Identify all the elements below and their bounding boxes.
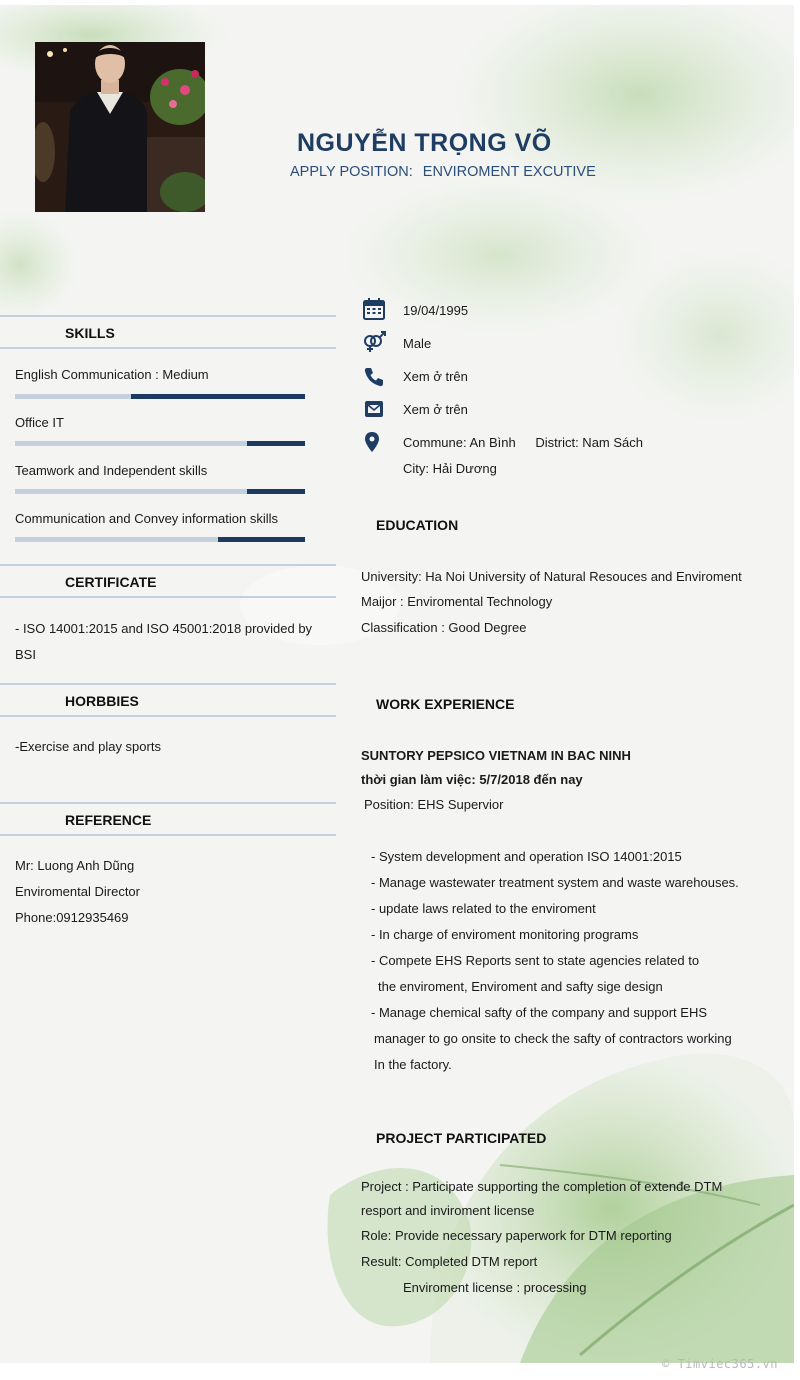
certificate-text [15, 616, 312, 668]
email-text: Xem ở trên [403, 402, 468, 417]
reference-phone: Phone:0912935469 [15, 910, 129, 925]
gender-text: Male [403, 336, 432, 351]
certificate-line: BSI [15, 647, 36, 662]
project-description-cont: resport and inviroment license [361, 1203, 535, 1218]
certificate-line: - ISO 14001:2015 and ISO 45001:2018 provided by [15, 621, 313, 636]
email-icon [362, 397, 386, 421]
duty-item: - Manage wastewater treatment system and waste warehouses. [371, 875, 739, 890]
calendar-icon [362, 297, 386, 321]
project-description: Project : Participate supporting the completion of extenđe DTM [361, 1179, 723, 1194]
reference-name: Mr: Luong Anh Dũng [15, 858, 135, 873]
certificate-title: CERTIFICATE [65, 574, 157, 590]
address-district: District: Nam Sách [535, 435, 643, 450]
hobbies-text: -Exercise and play sports [15, 739, 161, 754]
birthday-text: 19/04/1995 [403, 303, 469, 318]
skill-bar [15, 537, 305, 542]
candidate-name: NGUYỄN TRỌNG VÕ [297, 129, 552, 157]
duty-item: - System development and operation ISO 14001:2015 [371, 849, 682, 864]
phone-icon [362, 365, 386, 389]
location-icon [362, 430, 386, 454]
skill-bar-fill [15, 441, 247, 446]
duty-item: - update laws related to the enviroment [371, 901, 596, 916]
skill-label: Office IT [15, 415, 64, 430]
skill-label: Communication and Convey information skills [15, 511, 279, 526]
project-result-cont: Enviroment license : processing [403, 1280, 587, 1295]
skills-title: SKILLS [65, 325, 115, 341]
duty-item: manager to go onsite to check the safty of contractors working [374, 1031, 732, 1046]
duty-item: - Compete EHS Reports sent to state agencies related to [371, 953, 700, 968]
education-title: EDUCATION [376, 517, 459, 533]
certificate-section-header [0, 564, 336, 598]
cv-page [0, 5, 794, 1363]
skill-bar [15, 394, 305, 399]
apply-position-label: APPLY POSITION: [290, 164, 413, 180]
skill-bar [15, 489, 305, 494]
address-city: City: Hải Dương [403, 461, 497, 476]
apply-position [290, 164, 596, 180]
experience-period: thời gian làm việc: 5/7/2018 đến nay [361, 772, 583, 787]
reference-section-header [0, 802, 336, 836]
skill-label: English Communication : Medium [15, 367, 209, 382]
duty-item: the enviroment, Enviroment and safty sige design [378, 979, 663, 994]
skill-bar-fill [15, 394, 131, 399]
experience-company: SUNTORY PEPSICO VIETNAM IN BAC NINH [361, 748, 631, 763]
address-commune: Commune: An Bình [403, 435, 516, 450]
skill-bar-fill [15, 489, 247, 494]
profile-photo [35, 42, 205, 212]
address-line-1 [403, 435, 643, 450]
education-major: Maijor : Enviromental Technology [361, 594, 553, 609]
duty-item: - Manage chemical safty of the company and support EHS [371, 1005, 708, 1020]
duty-item: - In charge of enviroment monitoring programs [371, 927, 639, 942]
skill-bar-fill [15, 537, 218, 542]
skills-section-header [0, 315, 336, 349]
phone-text: Xem ở trên [403, 369, 468, 384]
apply-position-value: ENVIROMENT EXCUTIVE [422, 164, 596, 180]
experience-title: WORK EXPERIENCE [376, 696, 515, 712]
project-result: Result: Completed DTM report [361, 1254, 538, 1269]
experience-position: Position: EHS Supervior [364, 797, 504, 812]
project-title: PROJECT PARTICIPATED [376, 1130, 547, 1146]
skill-label: Teamwork and Independent skills [15, 463, 208, 478]
duty-item: In the factory. [374, 1057, 452, 1072]
skill-bar [15, 441, 305, 446]
hobbies-title: HORBBIES [65, 693, 139, 709]
project-role: Role: Provide necessary paperwork for DTM reporting [361, 1228, 672, 1243]
education-classification: Classification : Good Degree [361, 620, 527, 635]
reference-role: Enviromental Director [15, 884, 140, 899]
hobbies-section-header [0, 683, 336, 717]
reference-details [15, 853, 140, 931]
reference-title: REFERENCE [65, 812, 152, 828]
gender-icon [362, 330, 386, 354]
watermark: © Timviec365.vn [662, 1357, 778, 1371]
education-university: University: Ha Noi University of Natural Resouces and Enviroment [361, 569, 742, 584]
